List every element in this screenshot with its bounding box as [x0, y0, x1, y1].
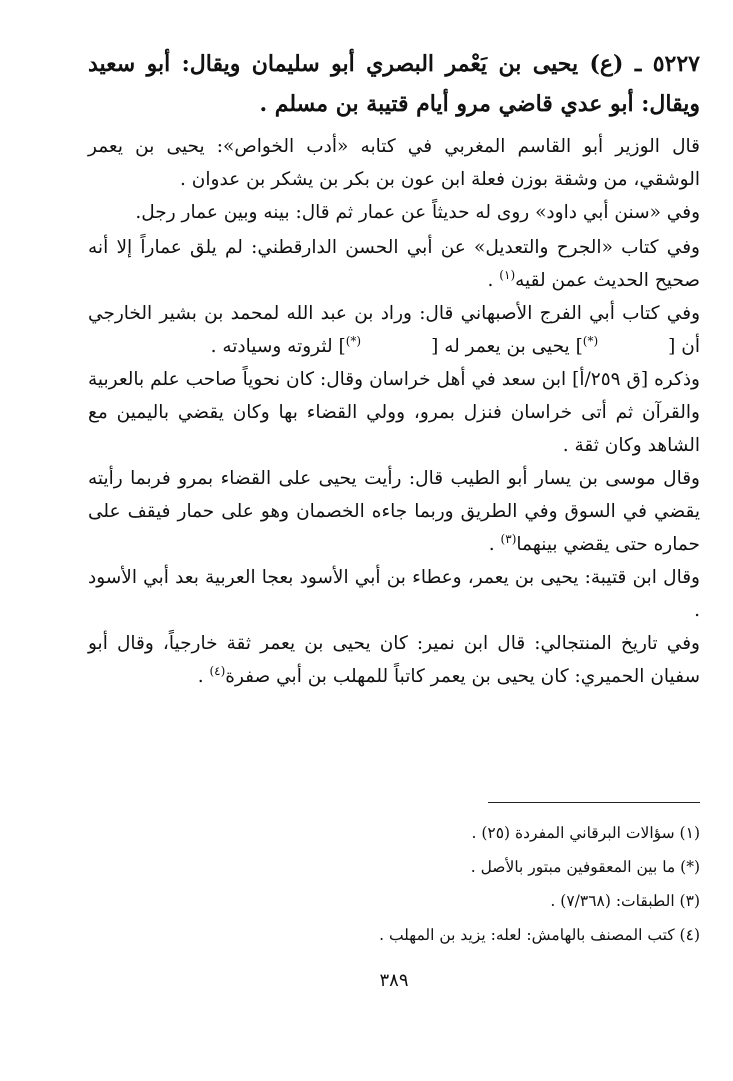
paragraph-abi-al-faraj-b: ] يحيى بن يعمر له [ — [431, 336, 583, 357]
paragraph-muntajali-end: . — [197, 666, 210, 687]
paragraph-musa-ibn-yasar — [88, 462, 700, 561]
footnote-1: (١) سؤالات البرقاني المفردة (٢٥) . — [471, 824, 700, 842]
paragraph-musa-ibn-yasar-text: وقال موسى بن يسار أبو الطيب قال: رأيت يحيى على القضاء بمرو فربما رأيته يقضي في السوق وفي الطريق وربما جاءه الخصمان وهو على حمار فيقف على حماره حتى يقضي بينهما — [88, 468, 700, 555]
paragraph-musa-ibn-yasar-end: . — [488, 534, 501, 555]
footnote-ref-1[interactable]: (١) — [499, 267, 516, 282]
paragraph-jarh-tadil-end: . — [487, 270, 500, 291]
footnote-ref-star-2[interactable]: (*) — [345, 333, 362, 348]
paragraph-jarh-tadil — [88, 231, 700, 297]
footnote-divider — [488, 802, 700, 803]
paragraph-muntajali-text: وفي تاريخ المنتجالي: قال ابن نمير: كان يحيى بن يعمر ثقة خارجياً، وقال أبو سفيان الحميري: كان يحيى بن يعمر كاتباً للمهلب بن أبي صفرة — [88, 633, 700, 687]
page-number: ٣٨٩ — [379, 970, 409, 991]
paragraph-abi-al-faraj — [88, 297, 700, 363]
footnote-3: (٣) الطبقات: (٧/٣٦٨) . — [550, 892, 700, 910]
footnotes — [88, 818, 700, 954]
entry-heading-text: ٥٢٢٧ ـ (ع) يحيى بن يَعْمر البصري أبو سليمان ويقال: أبو سعيد ويقال: أبو عدي قاضي مرو أيام قتيبة بن مسلم . — [88, 51, 700, 117]
entry-heading — [88, 44, 700, 124]
paragraph-sunan-abi-dawud: وفي «سنن أبي داود» روى له حديثاً عن عمار ثم قال: بينه وبين عمار رجل. — [135, 202, 700, 223]
paragraph-adab-al-khawas: قال الوزير أبو القاسم المغربي في كتابه «أدب الخواص»: يحيى بن يعمر الوشقي، من وشقة بوزن فعلة ابن عون بن بكر بن يشكر بن عدوان . — [88, 136, 700, 190]
footnote-ref-star-1[interactable]: (*) — [582, 333, 599, 348]
footnote-4: (٤) كتب المصنف بالهامش: لعله: يزيد بن المهلب . — [379, 926, 700, 944]
paragraph-muntajali — [88, 627, 700, 693]
footnote-ref-4[interactable]: (٤) — [209, 663, 226, 678]
footnote-star: (*) ما بين المعقوفين مبتور بالأصل . — [470, 858, 700, 876]
paragraph-ibn-sad: وذكره [ق ٢٥٩/أ] ابن سعد في أهل خراسان وقال: كان نحوياً صاحب علم بالعربية والقرآن ثم أتى خراسان فنزل بمرو، وولي القضاء بها وكان يقضي باليمين مع الشاهد وكان ثقة . — [88, 369, 700, 456]
footnote-ref-3[interactable]: (٣) — [500, 531, 517, 546]
paragraph-jarh-tadil-text: وفي كتاب «الجرح والتعديل» عن أبي الحسن الدارقطني: لم يلق عماراً إلا أنه صحيح الحديث عمن لقيه — [88, 237, 700, 291]
book-page — [88, 44, 700, 1044]
paragraph-abi-al-faraj-a: وفي كتاب أبي الفرج الأصبهاني قال: وراد بن عبد الله لمحمد بن بشير الخارجي أن [ — [88, 303, 700, 357]
paragraph-ibn-qutayba: وقال ابن قتيبة: يحيى بن يعمر، وعطاء بن أبي الأسود بعجا العربية بعد أبي الأسود . — [88, 567, 700, 621]
paragraph-abi-al-faraj-c: ] لثروته وسيادته . — [210, 336, 346, 357]
